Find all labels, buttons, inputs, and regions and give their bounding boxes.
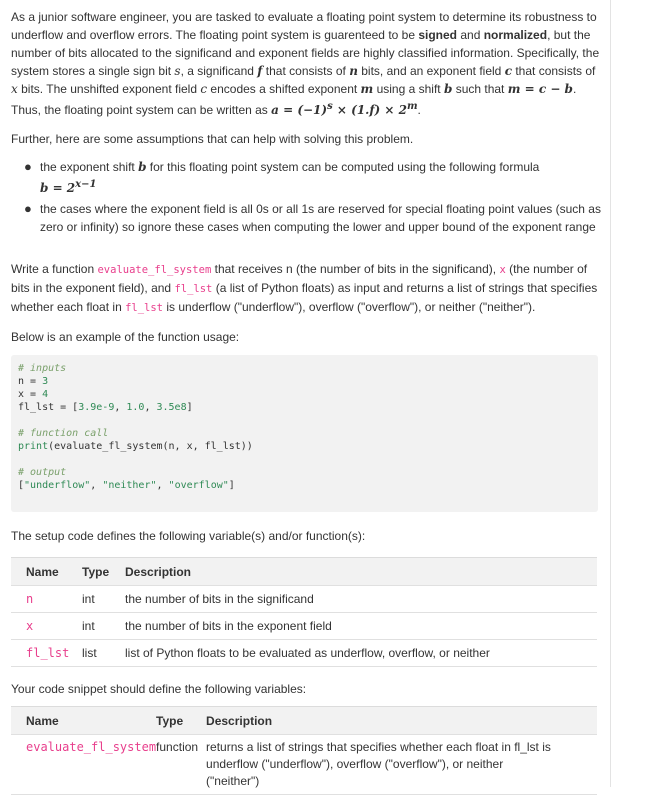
shift-formula: $b = 2^{x-1}$: [40, 179, 97, 195]
equation-m: m = c − b: [507, 82, 573, 96]
snippet-paragraph: Your code snippet should define the following variables:: [11, 682, 307, 696]
table-header-row: [11, 558, 597, 586]
bullet-icon: ●: [24, 201, 32, 216]
assumption-item: ● the cases where the exponent field is all 0s or all 1s are reserved for special floating point values (such as zero or infinity) so ignore these cases when computing the lower and upper bound of the exponent range: [24, 201, 601, 234]
column-header: Name: [11, 558, 82, 586]
table-header-row: [11, 707, 597, 735]
assumption-item: ● the exponent shift b for this floating point system can be computed using the following formula $b = 2^{x-1}$: [11, 158, 603, 196]
example-intro: Below is an example of the function usage:: [11, 330, 240, 344]
setup-paragraph: The setup code defines the following variable(s) and/or function(s):: [11, 529, 366, 543]
code-comment: # output: [18, 467, 67, 478]
right-divider: [610, 0, 611, 787]
column-header: Description: [125, 558, 597, 586]
column-header: Type: [156, 707, 206, 735]
table-row: evaluate_fl_system function returns a list of strings that specifies whether each float in fl_lst is underflow ("underflow"), overflow ("overflow"), or neither ("neither"): [11, 735, 597, 795]
signed-bold: signed: [418, 28, 458, 42]
required-variables-table: [11, 706, 597, 795]
normalized-bold: normalized: [483, 28, 548, 42]
code-line: n = 3: [18, 376, 49, 387]
code-example-block: [11, 355, 598, 512]
table-row: n int the number of bits in the significand: [11, 586, 597, 613]
assumptions-list: [11, 158, 603, 236]
code-line: print(evaluate_fl_system(n, x, fl_lst)): [18, 441, 253, 452]
equation-a: $a = (-1)^s \times (1.f) \times 2^m$: [271, 101, 418, 117]
code-line: x = 4: [18, 389, 49, 400]
column-header: Name: [11, 707, 156, 735]
task-paragraph: Write a function evaluate_fl_system that receives n (the number of bits in the significand), x (the number of bits in the exponent field), and fl_lst (a list of Python floats) as input and returns a list of strings that specifies whether each float in fl_lst is underflow ("underflow"), overflow ("overflow"), or neither ("neither").: [11, 262, 598, 314]
setup-variables-table: [11, 557, 597, 667]
column-header: Description: [206, 707, 597, 735]
column-header: Type: [82, 558, 125, 586]
bullet-icon: ●: [24, 159, 32, 174]
code-comment: # inputs: [18, 363, 67, 374]
code-line: ["underflow", "neither", "overflow"]: [18, 480, 235, 491]
code-line: fl_lst = [3.9e-9, 1.0, 3.5e8]: [18, 402, 193, 413]
table-row: fl_lst list list of Python floats to be evaluated as underflow, overflow, or neither: [11, 640, 597, 667]
intro-paragraph: As a junior software engineer, you are tasked to evaluate a floating point system to determine its robustness to underflow and overflow errors. The floating point system is guarenteed to be signed and normalized, but the number of bits allocated to the significand and exponent fields are highly classified information. Specifically, the system stores a single sign bit s, a significand f that consists of n bits, and an exponent field c that consists of x bits. The unshifted exponent field c encodes a shifted exponent m using a shift b such that m = c − b. Thus, the floating point system can be written as $a = (-1)^s \times (1.f) \times 2^m$.: [11, 10, 600, 117]
assumptions-intro: Further, here are some assumptions that can help with solving this problem.: [11, 132, 414, 146]
table-row: x int the number of bits in the exponent field: [11, 613, 597, 640]
code-comment: # function call: [18, 428, 109, 439]
function-name-code: evaluate_fl_system: [97, 264, 212, 276]
